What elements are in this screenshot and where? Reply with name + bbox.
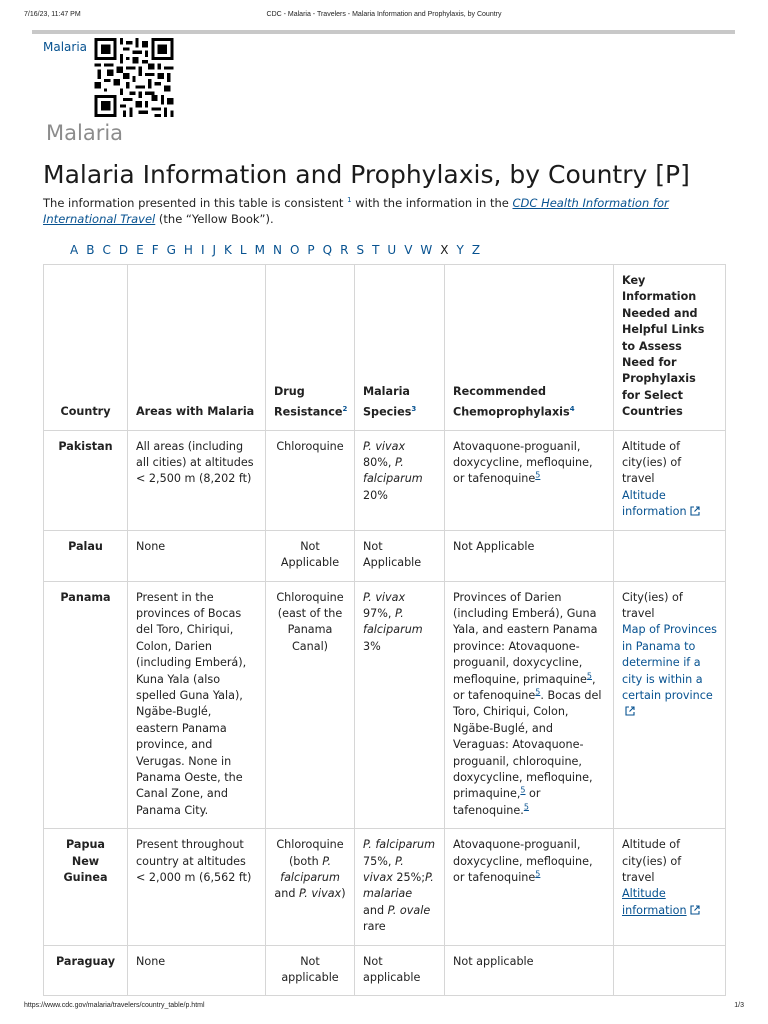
print-url: https://www.cdc.gov/malaria/travelers/country_table/p.html <box>24 1002 205 1009</box>
alphabet-link-k[interactable]: K <box>224 243 232 257</box>
alphabet-link-a[interactable]: A <box>70 243 79 257</box>
key-info-cell <box>614 530 726 581</box>
alphabet-link-f[interactable]: F <box>151 243 159 257</box>
table-row-paraguay <box>44 945 726 996</box>
areas-cell: All areas (including all cities) at altitudes < 2,500 m (8,202 ft) <box>128 430 266 530</box>
table-row-pakistan <box>44 430 726 530</box>
species-cell: P. vivax 97%, P. falciparum 3% <box>355 581 445 829</box>
chemo-cell: Atovaquone-proguanil, doxycycline, mefloquine, or tafenoquine$^5$ <box>445 829 614 945</box>
drug-cell: Not Applicable <box>266 530 355 581</box>
external-link-icon <box>690 905 700 915</box>
intro-mid: with the information in the <box>351 195 513 210</box>
alphabet-link-y[interactable]: Y <box>456 243 464 257</box>
yellow-book-link[interactable]: CDC Health Information for International Travel <box>43 195 669 226</box>
alphabet-link-u[interactable]: U <box>387 243 397 257</box>
print-title: CDC - Malaria - Travelers - Malaria Information and Prophylaxis, by Country <box>266 11 502 18</box>
key-info-cell <box>614 945 726 996</box>
footnote-5-link[interactable]: 5 <box>535 869 541 879</box>
chemo-cell: Not Applicable <box>445 530 614 581</box>
drug-cell: Chloroquine (both P. falciparum and P. vivax) <box>266 829 355 945</box>
areas-cell: None <box>128 945 266 996</box>
altitude-info-link[interactable]: Altitude information <box>622 887 687 917</box>
intro-pre: The information presented in this table is consistent <box>43 195 344 210</box>
external-link-icon <box>690 506 700 516</box>
country-cell: Panama <box>44 581 128 829</box>
drug-cell: Not applicable <box>266 945 355 996</box>
intro-post: (the “Yellow Book”). <box>155 211 274 226</box>
page-title: Malaria Information and Prophylaxis, by Country [P] <box>43 160 690 189</box>
header-drug-resistance: Drug Resistance$^2$ <box>266 265 355 431</box>
species-cell: Not Applicable <box>355 530 445 581</box>
alphabet-link-m[interactable]: M <box>254 243 265 257</box>
drug-cell: Chloroquine <box>266 430 355 530</box>
header-key-information: Key Information Needed and Helpful Links to Assess Need for Prophylaxis for Select Countries <box>614 265 726 431</box>
intro-text <box>43 192 733 227</box>
species-cell: P. vivax 80%, P. falciparum 20% <box>355 430 445 530</box>
areas-cell: None <box>128 530 266 581</box>
header-areas: Areas with Malaria <box>128 265 266 431</box>
drug-cell: Chloroquine (east of the Panama Canal) <box>266 581 355 829</box>
country-cell: Pakistan <box>44 430 128 530</box>
table-row-papua-new-guinea <box>44 829 726 945</box>
header-chemoprophylaxis: Recommended Chemoprophylaxis$^4$ <box>445 265 614 431</box>
table-row-panama <box>44 581 726 829</box>
alphabet-link-z[interactable]: Z <box>471 243 481 257</box>
footnote-5-link[interactable]: 5 <box>586 670 592 680</box>
external-link-icon <box>625 706 635 716</box>
country-cell: Palau <box>44 530 128 581</box>
alphabet-link-p[interactable]: P <box>307 243 315 257</box>
alphabet-link-h[interactable]: H <box>183 243 193 257</box>
alphabet-link-v[interactable]: V <box>404 243 413 257</box>
alphabet-link-j[interactable]: J <box>212 243 217 257</box>
areas-cell: Present throughout country at altitudes < 2,000 m (6,562 ft) <box>128 829 266 945</box>
section-title: Malaria <box>46 121 124 145</box>
chemo-cell: Not applicable <box>445 945 614 996</box>
footnote-2-link[interactable]: 2 <box>342 404 348 413</box>
alphabet-link-l[interactable]: L <box>239 243 247 257</box>
alphabet-nav <box>70 243 488 257</box>
alphabet-link-r[interactable]: R <box>340 243 349 257</box>
panama-provinces-map-link[interactable]: Map of Provinces in Panama to determine if a city is within a certain province <box>622 623 717 718</box>
alphabet-link-i[interactable]: I <box>200 243 205 257</box>
print-page-number: 1/3 <box>734 1002 744 1009</box>
chemo-cell: Provinces of Darien (including Emberá), Guna Yala, and eastern Panama province: Atovaquone-proguanil, doxycycline, mefloquine, primaquine$^5$, or tafenoquine$^5$. Bocas del Toro, Chiriqui, Colon, Ngäbe-Buglé, and Veraguas: Atovaquone-proguanil, chloroquine, doxycycline, mefloquine, primaquine,$^5$ or tafenoquine.$^5$ <box>445 581 614 829</box>
footnote-5-link[interactable]: 5 <box>523 802 529 812</box>
malaria-country-table <box>43 264 726 996</box>
country-cell: Papua New Guinea <box>44 829 128 945</box>
qr-code-icon <box>93 38 175 117</box>
table-row-palau <box>44 530 726 581</box>
header-malaria-species: Malaria Species$^3$ <box>355 265 445 431</box>
chemo-cell: Atovaquone-proguanil, doxycycline, mefloquine, or tafenoquine$^5$ <box>445 430 614 530</box>
alphabet-link-n[interactable]: N <box>272 243 282 257</box>
species-cell: P. falciparum 75%, P. vivax 25%;P. malariae and P. ovale rare <box>355 829 445 945</box>
footnote-4-link[interactable]: 4 <box>569 404 575 413</box>
key-info-cell: City(ies) of travel Map of Provinces in Panama to determine if a city is within a certain province <box>614 581 726 829</box>
alphabet-link-q[interactable]: Q <box>322 243 333 257</box>
print-date: 7/16/23, 11:47 PM <box>24 11 81 18</box>
alphabet-link-b[interactable]: B <box>86 243 95 257</box>
alphabet-link-c[interactable]: C <box>102 243 111 257</box>
alphabet-link-d[interactable]: D <box>118 243 129 257</box>
alphabet-link-g[interactable]: G <box>166 243 176 257</box>
alphabet-link-o[interactable]: O <box>289 243 300 257</box>
key-info-cell: Altitude of city(ies) of travel Altitude information <box>614 430 726 530</box>
table-header-row <box>44 265 726 431</box>
footnote-5-link[interactable]: 5 <box>535 470 541 480</box>
key-info-cell: Altitude of city(ies) of travel Altitude information <box>614 829 726 945</box>
footnote-5-link[interactable]: 5 <box>520 785 526 795</box>
altitude-info-link[interactable]: Altitude information <box>622 489 700 518</box>
alphabet-link-e[interactable]: E <box>136 243 144 257</box>
footnote-1-link[interactable]: 1 <box>347 196 352 204</box>
country-cell: Paraguay <box>44 945 128 996</box>
alphabet-link-t[interactable]: T <box>372 243 380 257</box>
alphabet-link-s[interactable]: S <box>356 243 365 257</box>
footnote-3-link[interactable]: 3 <box>411 404 417 413</box>
alphabet-link-w[interactable]: W <box>420 243 433 257</box>
top-divider <box>32 30 735 34</box>
footnote-5-link[interactable]: 5 <box>535 687 541 697</box>
species-cell: Not applicable <box>355 945 445 996</box>
header-country: Country <box>44 265 128 431</box>
breadcrumb-malaria[interactable]: Malaria <box>43 40 88 54</box>
areas-cell: Present in the provinces of Bocas del Toro, Chiriqui, Colon, Darien (including Emberá), Kuna Yala (also spelled Guna Yala), Ngäbe-Buglé, eastern Panama province, and Verugas. None in Panama Oeste, the Canal Zone, and Panama City. <box>128 581 266 829</box>
alphabet-link-x: X <box>440 243 449 257</box>
